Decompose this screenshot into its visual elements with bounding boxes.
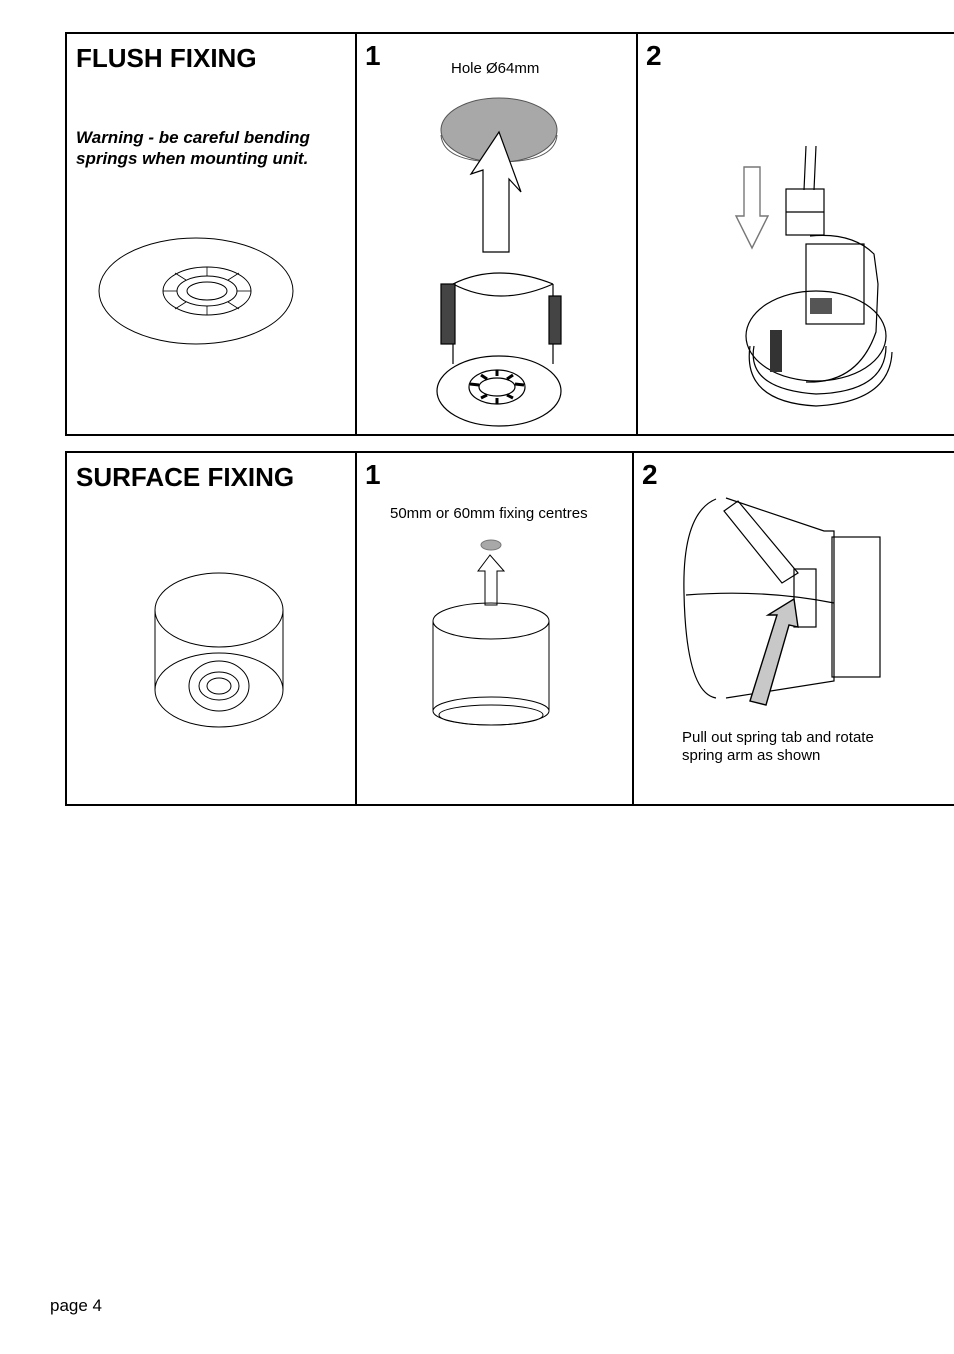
flush-step2-cell bbox=[636, 34, 954, 434]
flush-overview-cell bbox=[67, 34, 355, 434]
flush-fixing-panel bbox=[65, 32, 954, 436]
surface-step2-cell bbox=[632, 453, 954, 804]
surface-overview-cell bbox=[67, 453, 355, 804]
flush-sensor-drawing bbox=[67, 34, 355, 438]
surface-mount-drawing bbox=[357, 453, 634, 808]
wiring-connector-drawing bbox=[638, 34, 954, 438]
hole-arrow-drawing bbox=[357, 34, 638, 438]
page-number: page 4 bbox=[50, 1296, 102, 1315]
surface-step1-number: 1 bbox=[365, 459, 381, 490]
surface-step1-cell bbox=[355, 453, 634, 804]
surface-fixing-title: SURFACE FIXING bbox=[76, 462, 295, 492]
flush-fixing-title: FLUSH FIXING bbox=[76, 43, 257, 73]
flush-step2-number: 2 bbox=[646, 40, 662, 71]
flush-step1-cell bbox=[355, 34, 638, 434]
flush-step1-number: 1 bbox=[365, 40, 381, 71]
surface-sensor-drawing bbox=[67, 453, 355, 808]
flush-warning-text: Warning - be careful bending springs when mounting unit. bbox=[76, 128, 310, 168]
fixing-centres-caption: 50mm or 60mm fixing centres bbox=[390, 505, 588, 522]
hole-size-caption: Hole Ø64mm bbox=[451, 60, 540, 77]
spring-tab-drawing bbox=[634, 453, 954, 808]
surface-step2-number: 2 bbox=[642, 459, 658, 490]
spring-tab-caption: Pull out spring tab and rotate spring arm as shown bbox=[682, 729, 874, 764]
surface-fixing-panel bbox=[65, 451, 954, 806]
